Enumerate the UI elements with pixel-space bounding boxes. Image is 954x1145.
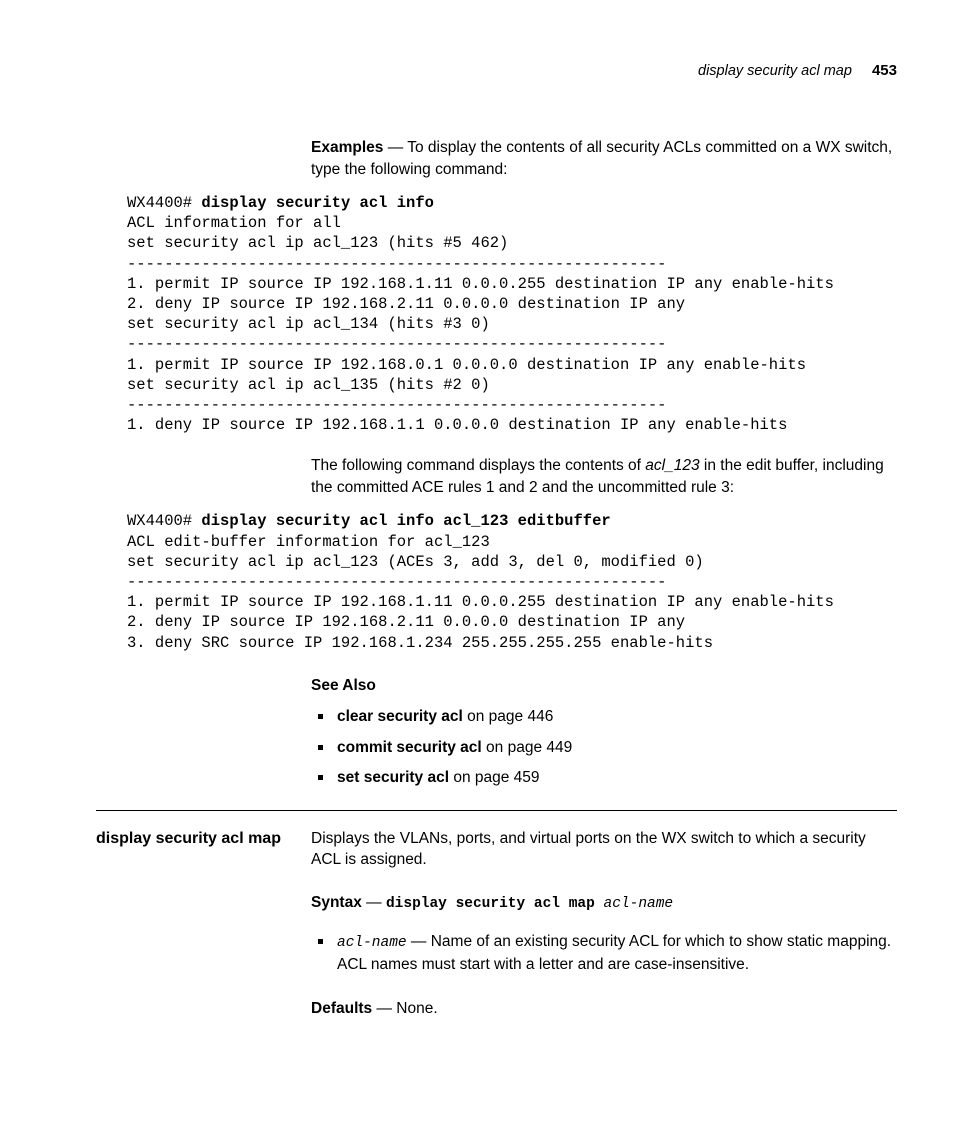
cli-command: display security acl info acl_123 editbuffer [201,512,611,531]
bullet-square-icon [318,745,323,750]
parameter-description [337,931,897,976]
see-also-heading: See Also [311,676,376,694]
bullet-square-icon [318,714,323,719]
command-heading: display security acl map [96,829,281,847]
para2-after: in the edit buffer, including the committed ACE rules 1 and 2 and the uncommitted rule 3: [311,457,884,496]
see-also-pageref: on page 449 [481,738,573,756]
command-description: Displays the VLANs, ports, and virtual ports on the WX switch to which a security ACL is assigned. [311,829,866,869]
running-header-title: display security acl map [698,63,852,79]
section-display-security-acl-map [96,811,897,1035]
parameter-name: acl-name [337,934,407,951]
code-line: set security acl ip acl_135 (hits #2 0) [127,375,490,394]
cli-command: display security acl info [201,194,434,212]
code-line: 2. deny IP source IP 192.168.2.11 0.0.0.0 destination IP any [127,613,686,632]
syntax-dash: — [361,893,386,911]
bullet-square-icon [318,775,323,780]
code-block-acl-info [127,193,897,435]
code-line: ACL edit-buffer information for acl_123 [127,532,490,551]
see-also-command: set security acl [337,769,450,787]
see-also-item [318,767,897,789]
command-heading-column [96,828,311,1035]
examples-text: — To display the contents of all security ACLs committed on a WX switch, type the following command: [311,139,893,178]
see-also-pageref: on page 446 [462,708,554,726]
code-line: ---------------------------------------------------------- [127,254,667,273]
see-also-command: commit security acl [337,738,482,756]
defaults-line [311,998,897,1020]
code-line [127,511,897,531]
code-line: 2. deny IP source IP 192.168.2.11 0.0.0.0 destination IP any [127,295,686,314]
parameter-text: — Name of an existing security ACL for which to show static mapping. ACL names must start with a letter and are case-insensitive. [337,932,892,974]
see-also-text [337,767,540,789]
see-also-item [318,737,897,759]
see-also-command: clear security acl [337,708,463,726]
see-also-text [337,706,553,728]
para2-before: The following command displays the contents of [311,457,646,475]
para2-acl-name: acl_123 [645,457,700,475]
syntax-label: Syntax [311,893,362,911]
examples-label: Examples [311,139,384,156]
bullet-square-icon [318,939,323,944]
code-line: 1. permit IP source IP 192.168.1.11 0.0.0.255 destination IP any enable-hits [127,593,834,612]
see-also-text [337,737,572,759]
syntax-command: display security acl map [385,895,604,912]
command-body-column [311,828,897,1035]
code-line: ---------------------------------------------------------- [127,335,667,354]
defaults-label: Defaults [311,999,373,1017]
code-line: 1. permit IP source IP 192.168.1.11 0.0.0.255 destination IP any enable-hits [127,274,834,293]
running-header [96,62,897,80]
code-line: set security acl ip acl_123 (ACEs 3, add 3, del 0, modified 0) [127,552,704,571]
examples-paragraph [311,137,897,180]
syntax-parameter-item [318,931,897,976]
see-also-item [318,706,897,728]
code-line: set security acl ip acl_123 (hits #5 462) [127,234,509,253]
syntax-arg: acl-name [603,895,674,912]
code-line: ---------------------------------------------------------- [127,396,667,415]
code-line: 1. permit IP source IP 192.168.0.1 0.0.0.0 destination IP any enable-hits [127,355,807,374]
code-line: 1. deny IP source IP 192.168.1.1 0.0.0.0 destination IP any enable-hits [127,416,788,435]
defaults-text: — None. [372,999,438,1017]
code-block-editbuffer [127,511,897,652]
cli-prompt: WX4400# [127,194,202,212]
code-line: ---------------------------------------------------------- [127,573,667,592]
see-also-pageref: on page 459 [449,769,540,787]
code-line: 3. deny SRC source IP 192.168.1.234 255.255.255.255 enable-hits [127,633,713,652]
code-line [127,193,897,213]
code-line: set security acl ip acl_134 (hits #3 0) [127,315,490,334]
syntax-line [311,892,897,916]
cli-prompt: WX4400# [127,512,202,531]
code-line: ACL information for all [127,214,341,233]
editbuffer-paragraph [311,455,897,498]
page-number: 453 [871,62,897,79]
